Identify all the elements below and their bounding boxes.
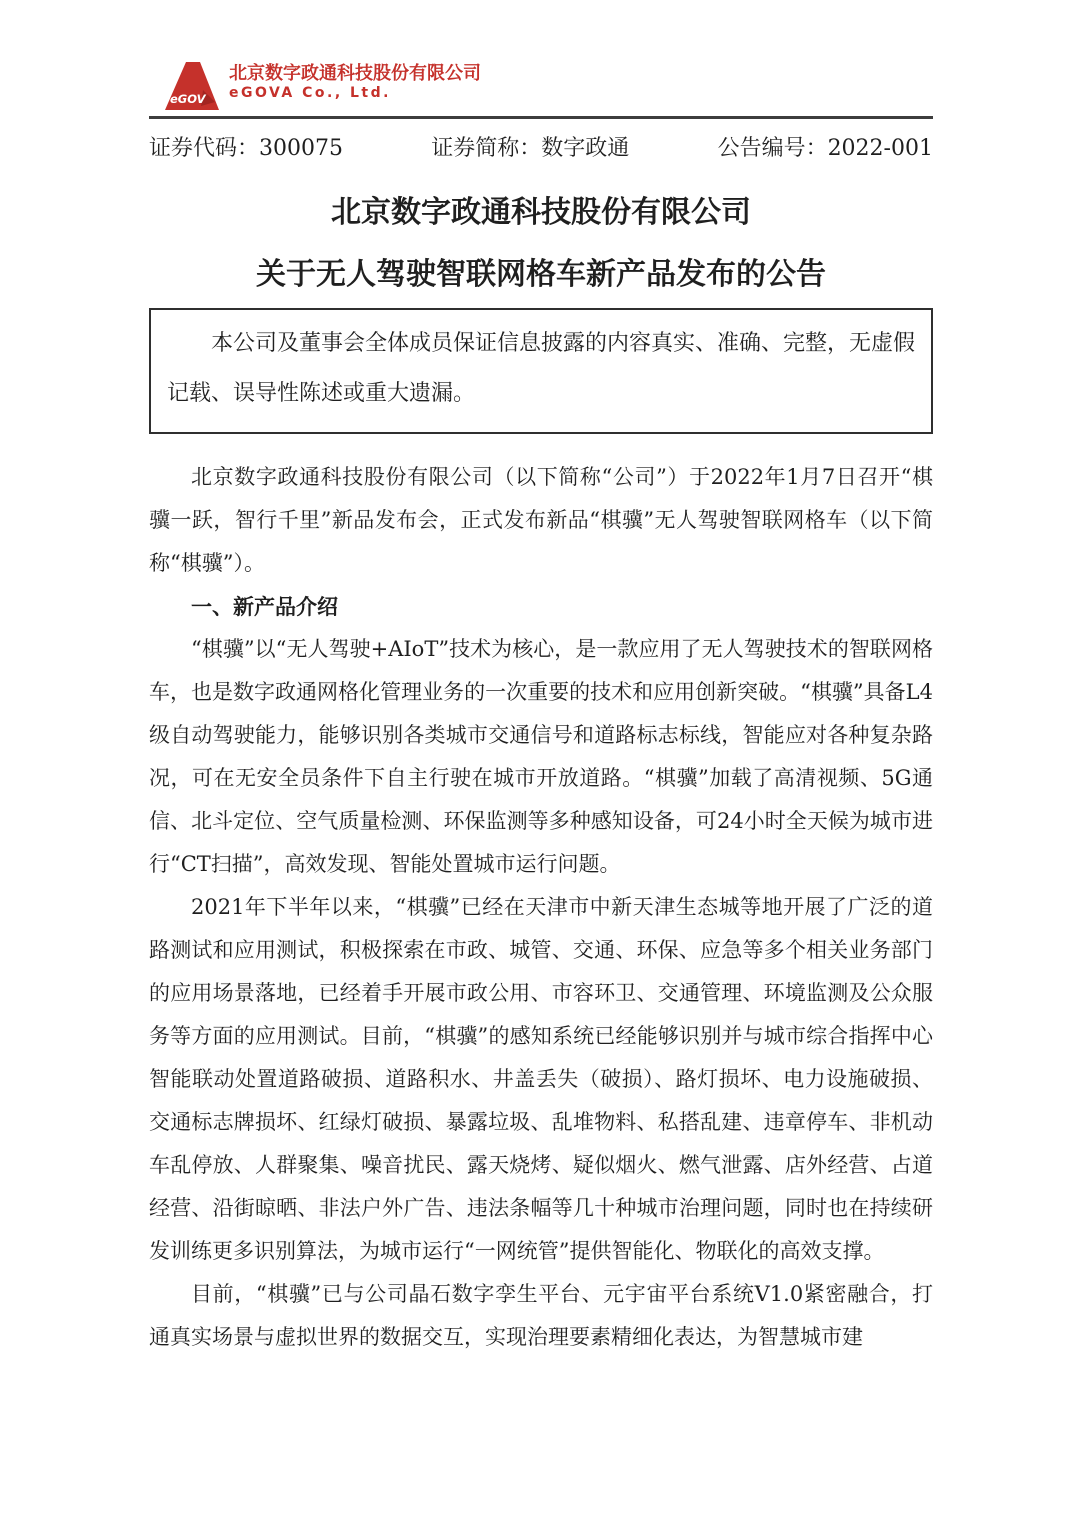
section-heading-new-product: 一、新产品介绍: [191, 594, 338, 619]
paragraph-intro: 北京数字政通科技股份有限公司（以下简称“公司”）于2022年1月7日召开“棋骥一跃，智行千里”新品发布会，正式发布新品“棋骥”无人驾驶智联网格车（以下简称“棋骥”）。: [149, 465, 933, 575]
stock-code: 证券代码：300075: [149, 136, 343, 161]
company-name-en: eGOVA Co., Ltd.: [229, 84, 391, 101]
disclaimer-box: [149, 308, 933, 434]
logo-text: [229, 62, 481, 101]
paragraph-product-description: “棋骥”以“无人驾驶+AIoT”技术为核心，是一款应用了无人驾驶技术的智联网格车，也是数字政通网格化管理业务的一次重要的技术和应用创新突破。“棋骥”具备L4级自动驾驶能力，能够识别各类城市交通信号和道路标志标线，智能应对各种复杂路况，可在无安全员条件下自主行驶在城市开放道路。“棋骥”加载了高清视频、5G通信、北斗定位、空气质量检测、环保监测等多种感知设备，可24小时全天候为城市进行“CT扫描”，高效发现、智能处置城市运行问题。: [149, 637, 933, 876]
disclaimer-text: 本公司及董事会全体成员保证信息披露的内容真实、准确、完整，无虚假记载、误导性陈述或重大遗漏。: [167, 331, 916, 406]
securities-meta-row: [149, 135, 933, 163]
company-logo: [163, 62, 933, 110]
document-header: [149, 62, 933, 163]
logo-mark-label: eGOV: [170, 92, 206, 106]
header-rule: [149, 116, 933, 119]
logo-mark-icon: [163, 62, 219, 110]
paragraph-platform-integration: 目前，“棋骥”已与公司晶石数字孪生平台、元宇宙平台系统V1.0紧密融合，打通真实场景与虚拟世界的数据交互，实现治理要素精细化表达，为智慧城市建: [149, 1282, 933, 1349]
paragraph-testing-applications: 2021年下半年以来，“棋骥”已经在天津市中新天津生态城等地开展了广泛的道路测试和应用测试，积极探索在市政、城管、交通、环保、应急等多个相关业务部门的应用场景落地，已经着手开展市政公用、市容环卫、交通管理、环境监测及公众服务等方面的应用测试。目前，“棋骥”的感知系统已经能够识别并与城市综合指挥中心智能联动处置道路破损、道路积水、井盖丢失（破损）、路灯损坏、电力设施破损、交通标志牌损坏、红绿灯破损、暴露垃圾、乱堆物料、私搭乱建、违章停车、非机动车乱停放、人群聚集、噪音扰民、露天烧烤、疑似烟火、燃气泄露、店外经营、占道经营、沿街晾晒、非法户外广告、违法条幅等几十种城市治理问题，同时也在持续研发训练更多识别算法，为城市运行“一网统管”提供智能化、物联化的高效支撑。: [149, 895, 933, 1263]
document-body: [149, 456, 933, 1359]
announcement-number: 公告编号：2022-001: [717, 136, 933, 161]
document-title: 北京数字政通科技股份有限公司: [331, 195, 751, 230]
company-name-cn: 北京数字政通科技股份有限公司: [229, 63, 481, 84]
stock-name: 证券简称：数字政通: [431, 136, 630, 161]
document-subtitle: 关于无人驾驶智联网格车新产品发布的公告: [256, 257, 826, 292]
